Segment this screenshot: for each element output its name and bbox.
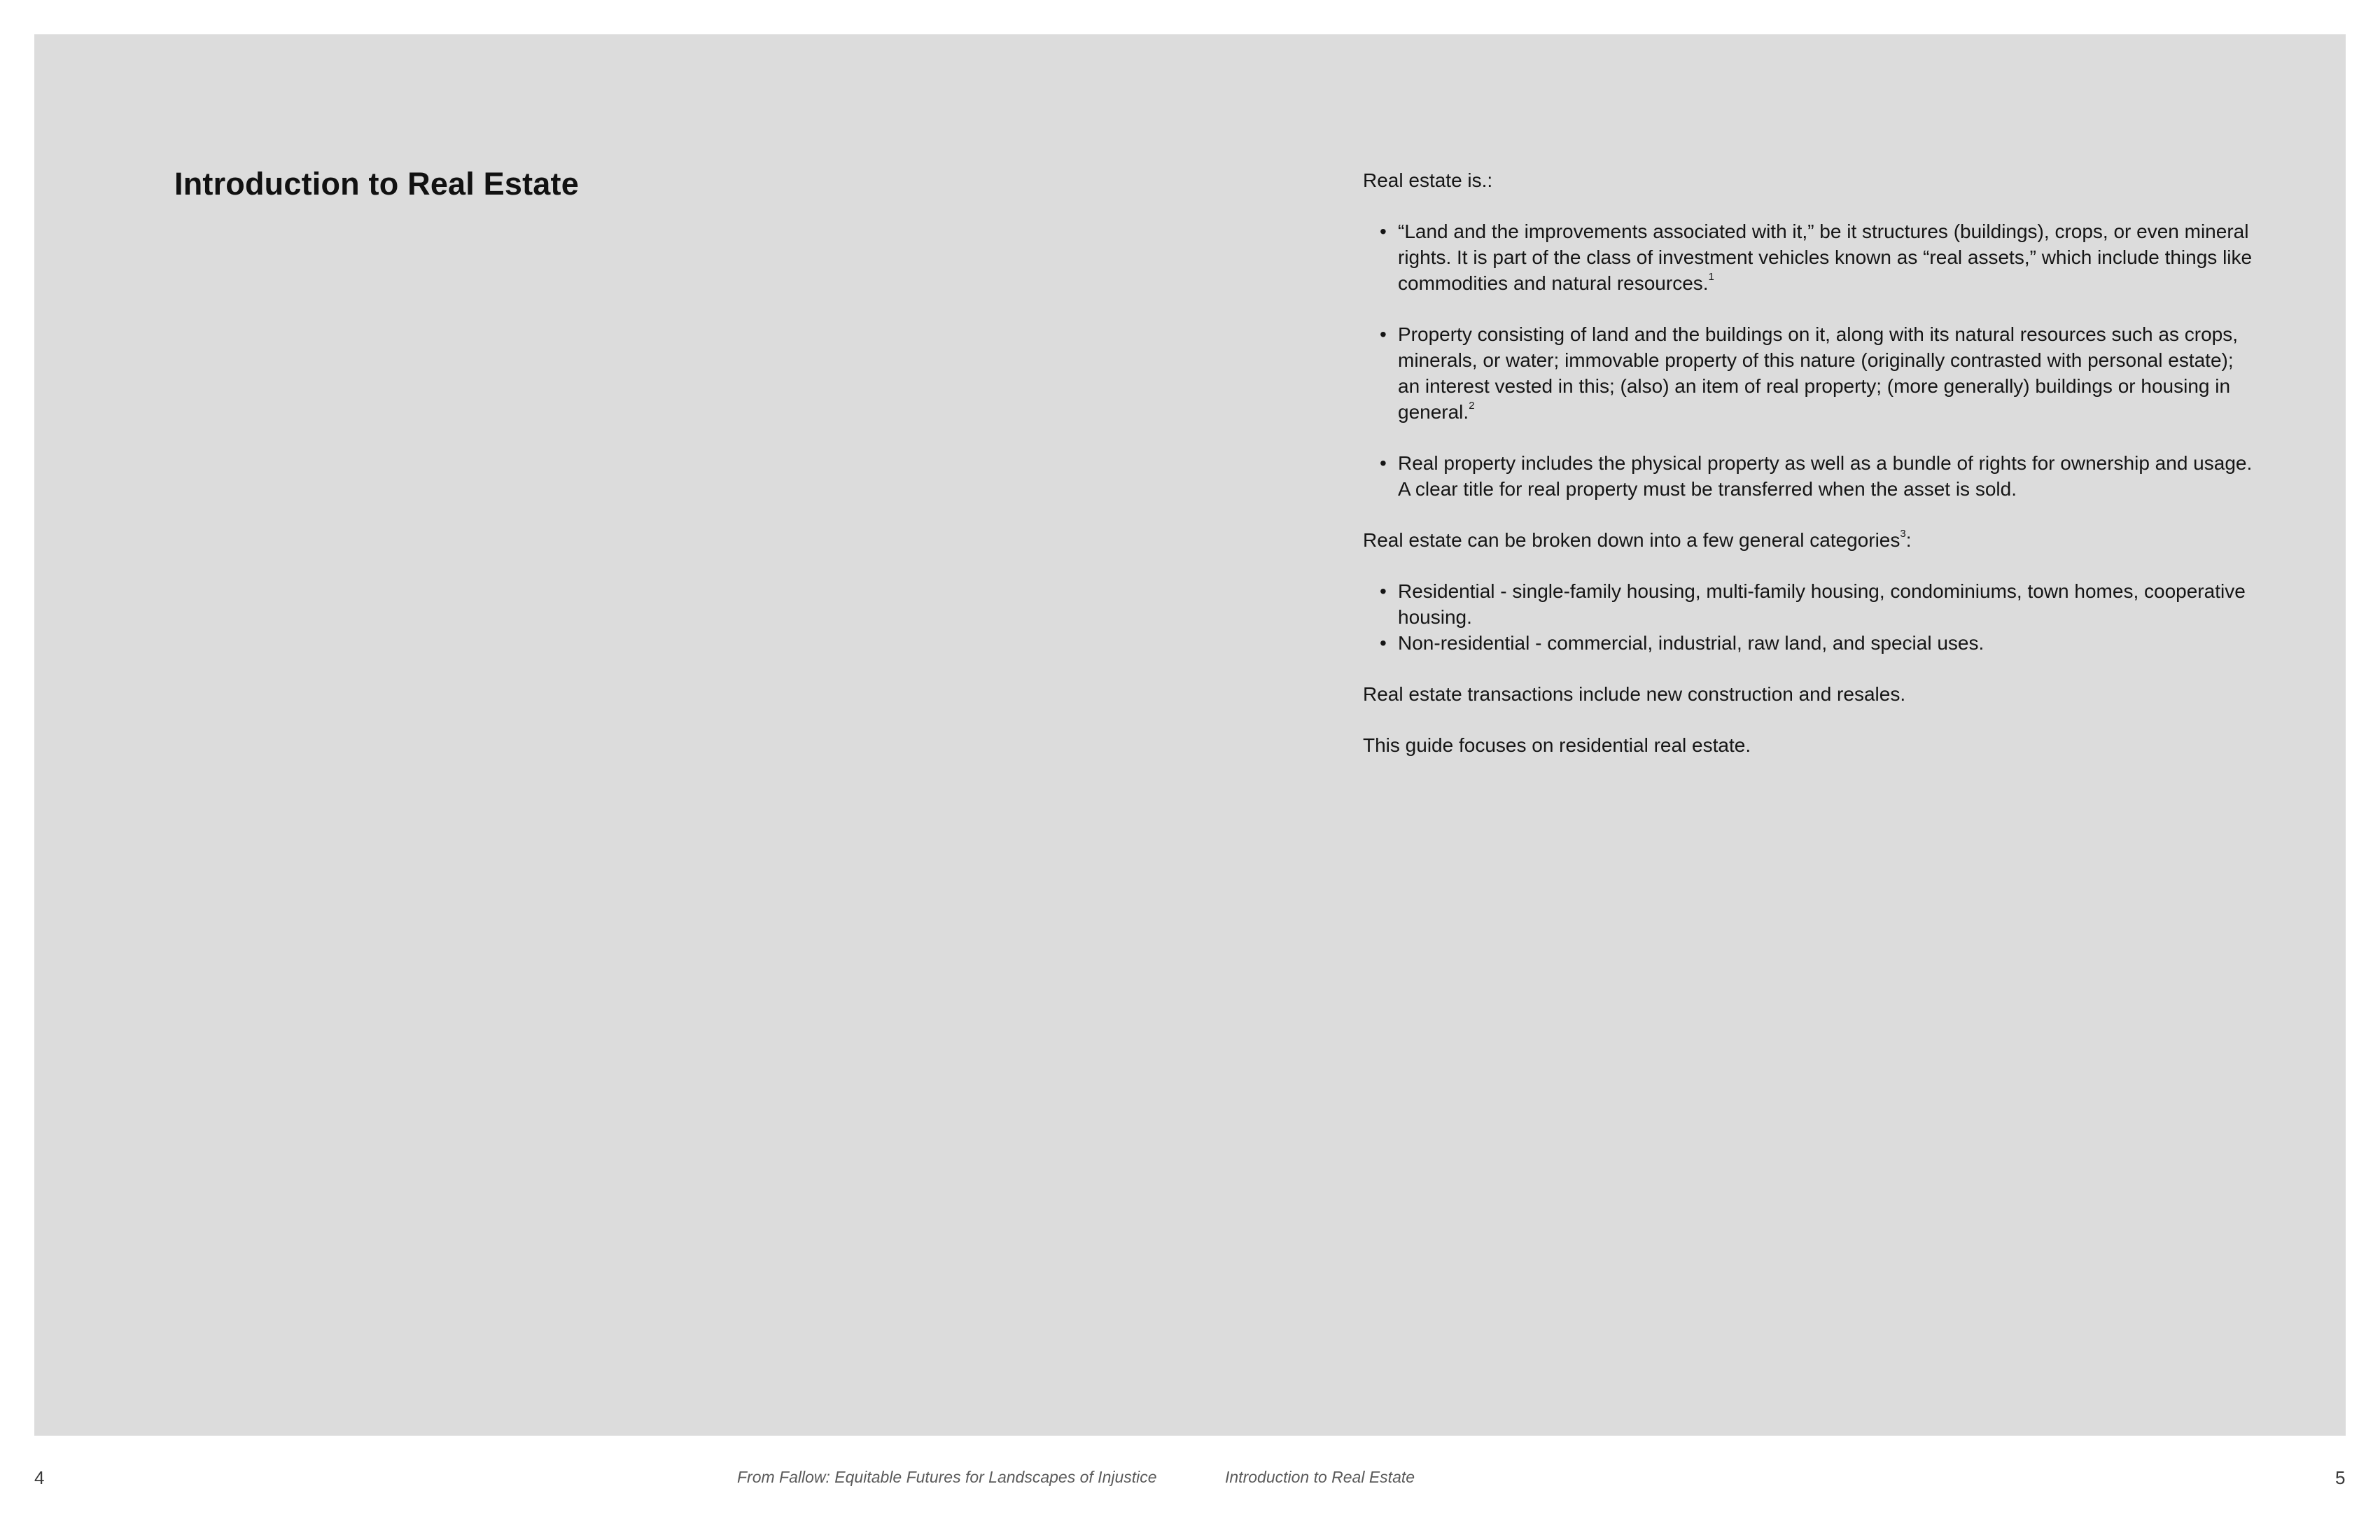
left-page-number: 4 [34, 1467, 45, 1488]
definition-text: Property consisting of land and the buildings on it, along with its natural resources such as crops, minerals, or water; immovable property of this nature (originally contrasted with personal estate); an interest vested in this; (also) an item of real property; (more generally) buildings or housing in general. [1398, 323, 2238, 423]
definition-intro: Real estate is.: [1363, 169, 1493, 191]
definition-list [1363, 218, 2259, 502]
definition-item [1363, 218, 2259, 296]
body-text [1363, 167, 2259, 783]
page-spread-panel [34, 34, 2346, 1436]
definition-text: Real property includes the physical property as well as a bundle of rights for ownership and usage. A clear title for real property must be transferred when the asset is sold. [1398, 452, 2253, 500]
footnote-marker: 2 [1469, 399, 1475, 412]
category-item: • Non-residential - commercial, industrial, raw land, and special uses. [1363, 630, 2259, 656]
categories-intro [1363, 527, 2259, 553]
right-page-number: 5 [2335, 1467, 2346, 1488]
definition-item [1363, 450, 2259, 502]
footnote-marker: 1 [1708, 270, 1714, 283]
footer-section-title: Introduction to Real Estate [1225, 1468, 1415, 1486]
page-title: Introduction to Real Estate [174, 166, 579, 202]
categories-intro-colon: : [1905, 529, 1912, 551]
category-list [1363, 578, 2259, 656]
focus-text: This guide focuses on residential real estate. [1363, 734, 1751, 756]
categories-intro-text: Real estate can be broken down into a few general categories [1363, 529, 1900, 551]
footer-publication-title: From Fallow: Equitable Futures for Landscapes of Injustice [737, 1468, 1157, 1486]
transactions-text: Real estate transactions include new construction and resales. [1363, 683, 1906, 705]
definition-item [1363, 321, 2259, 425]
category-item: • Residential - single-family housing, multi-family housing, condominiums, town homes, cooperative housing. [1363, 578, 2259, 630]
definition-text: “Land and the improvements associated with it,” be it structures (buildings), crops, or even mineral rights. It is part of the class of investment vehicles known as “real assets,” which include things like commodities and natural resources. [1398, 220, 2253, 294]
footnote-marker: 3 [1900, 527, 1906, 540]
